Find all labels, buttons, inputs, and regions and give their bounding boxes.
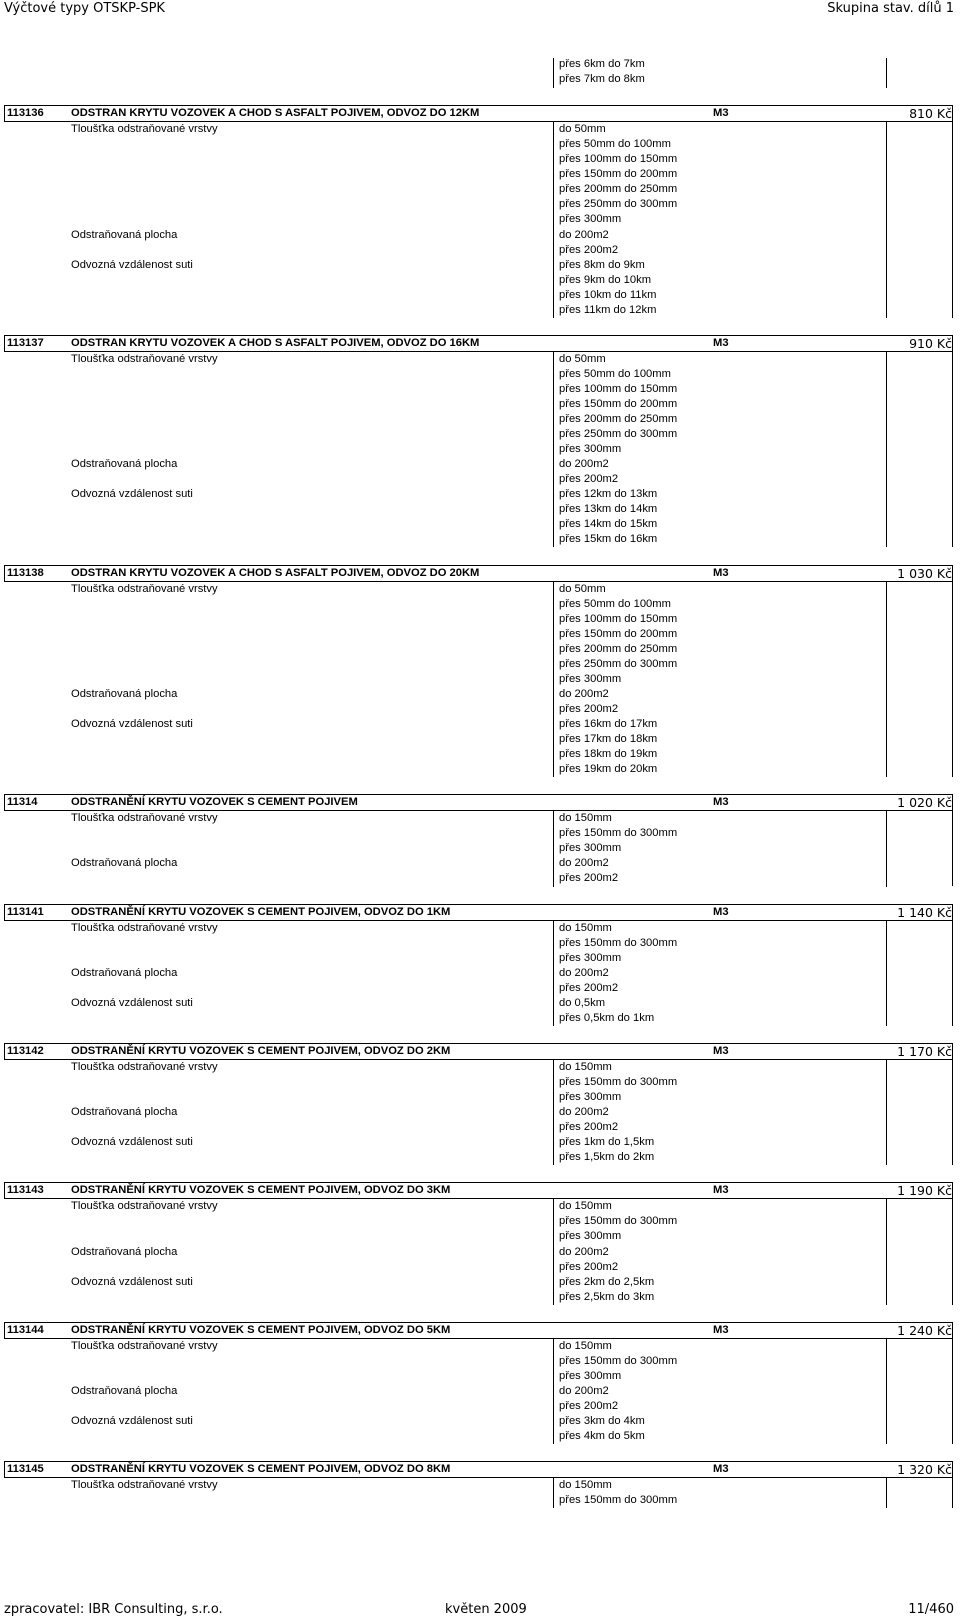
param-name: Odstraňovaná plocha	[71, 1384, 178, 1397]
option-value: přes 250mm do 300mm	[559, 428, 678, 441]
option-value: přes 13km do 14km	[559, 503, 658, 516]
param-name: Tloušťka odstraňované vrstvy	[71, 1060, 218, 1073]
option-value: přes 50mm do 100mm	[559, 138, 671, 151]
item-header-border-left	[4, 904, 5, 921]
item-code: 113144	[7, 1323, 44, 1336]
param-name: Odvozná vzdálenost suti	[71, 718, 193, 730]
item-unit: M3	[713, 796, 729, 809]
options-column-border	[886, 1199, 887, 1304]
item-title: ODSTRANĚNÍ KRYTU VOZOVEK S CEMENT POJIVEM, ODVOZ DO 1KM	[71, 905, 451, 918]
option-value: do 150mm	[559, 1200, 612, 1213]
footer-date: květen 2009	[445, 1602, 527, 1617]
option-value: přes 2,5km do 3km	[559, 1290, 655, 1303]
option-value: do 200m2	[559, 1245, 609, 1258]
option-value: přes 50mm do 100mm	[559, 597, 671, 610]
option-value: do 0,5km	[559, 996, 606, 1009]
options-column-border	[553, 811, 554, 886]
option-value: přes 150mm do 300mm	[559, 1215, 678, 1228]
options-column-border	[553, 1060, 554, 1165]
item-code: 113137	[7, 336, 44, 349]
footer-page-number: 11/460	[908, 1602, 954, 1617]
option-value: přes 200m2	[559, 1399, 619, 1412]
item-border-right	[952, 1182, 953, 1304]
param-name: Tloušťka odstraňované vrstvy	[71, 1200, 218, 1213]
option-value: do 150mm	[559, 1339, 612, 1352]
param-name: Odstraňovaná plocha	[71, 966, 178, 979]
option-value: přes 200mm do 250mm	[559, 183, 678, 196]
option-value: do 200m2	[559, 1106, 609, 1119]
option-value: přes 300mm	[559, 213, 622, 226]
options-column-border	[553, 58, 554, 88]
item-unit: M3	[713, 566, 729, 579]
option-value: přes 0,5km do 1km	[559, 1011, 655, 1024]
item-border-right	[952, 1322, 953, 1444]
option-value: přes 250mm do 300mm	[559, 657, 678, 670]
option-value: přes 300mm	[559, 443, 622, 456]
option-value: přes 16km do 17km	[559, 718, 658, 730]
options-column-border	[553, 1339, 554, 1444]
options-column-border	[553, 1199, 554, 1304]
option-value: přes 150mm do 200mm	[559, 168, 678, 181]
options-column-border	[886, 58, 887, 88]
item-header-border-left	[4, 105, 5, 122]
item-border-right	[952, 565, 953, 778]
option-value: přes 15km do 16km	[559, 533, 658, 546]
param-name: Tloušťka odstraňované vrstvy	[71, 921, 218, 934]
item-price: 1 240 Kč	[897, 1322, 952, 1338]
item-header-border-left	[4, 1461, 5, 1478]
item-title: ODSTRAN KRYTU VOZOVEK A CHOD S ASFALT POJIVEM, ODVOZ DO 20KM	[71, 566, 480, 579]
option-value: přes 200m2	[559, 702, 619, 715]
item-code: 113145	[7, 1463, 44, 1476]
option-value: přes 100mm do 150mm	[559, 153, 678, 166]
param-name: Odvozná vzdálenost suti	[71, 258, 193, 271]
param-name: Odvozná vzdálenost suti	[71, 488, 193, 501]
option-value: do 200m2	[559, 228, 609, 241]
param-name: Odstraňovaná plocha	[71, 1106, 178, 1119]
option-value: přes 8km do 9km	[559, 258, 645, 271]
param-name: Odstraňovaná plocha	[71, 857, 178, 870]
option-value: přes 11km do 12km	[559, 303, 657, 316]
options-column-border	[553, 122, 554, 318]
item-header-border-left	[4, 335, 5, 352]
options-column-border	[553, 582, 554, 778]
option-value: přes 200mm do 250mm	[559, 413, 678, 426]
item-title: ODSTRAN KRYTU VOZOVEK A CHOD S ASFALT POJIVEM, ODVOZ DO 12KM	[71, 107, 480, 120]
option-value: přes 150mm do 300mm	[559, 1354, 678, 1367]
footer-author: zpracovatel: IBR Consulting, s.r.o.	[4, 1602, 223, 1617]
item-unit: M3	[713, 1184, 729, 1197]
param-name: Odvozná vzdálenost suti	[71, 1415, 193, 1427]
item-unit: M3	[713, 336, 729, 349]
item-header-border-left	[4, 1043, 5, 1060]
param-name: Tloušťka odstraňované vrstvy	[71, 812, 218, 825]
option-value: přes 150mm do 300mm	[559, 1494, 678, 1507]
option-value: přes 1km do 1,5km	[559, 1136, 655, 1149]
option-value: přes 300mm	[559, 842, 622, 855]
option-value: přes 200m2	[559, 473, 619, 486]
option-value: přes 3km do 4km	[559, 1415, 645, 1427]
param-name: Odvozná vzdálenost suti	[71, 1136, 193, 1149]
item-title: ODSTRANĚNÍ KRYTU VOZOVEK S CEMENT POJIVEM, ODVOZ DO 2KM	[71, 1044, 451, 1057]
item-price: 910 Kč	[909, 335, 952, 351]
item-header-border-left	[4, 1322, 5, 1339]
item-price: 1 140 Kč	[897, 904, 952, 920]
param-name: Odvozná vzdálenost suti	[71, 1275, 193, 1288]
param-name: Tloušťka odstraňované vrstvy	[71, 352, 218, 365]
option-value: přes 200m2	[559, 981, 619, 994]
option-value: přes 300mm	[559, 1369, 622, 1382]
option-value: do 150mm	[559, 1479, 612, 1492]
options-column-border	[553, 352, 554, 548]
item-price: 1 190 Kč	[897, 1183, 952, 1199]
option-value: přes 200m2	[559, 1260, 619, 1273]
param-name: Tloušťka odstraňované vrstvy	[71, 123, 218, 136]
item-price: 810 Kč	[909, 106, 952, 122]
item-code: 113143	[7, 1184, 44, 1197]
option-value: do 200m2	[559, 966, 609, 979]
option-value: přes 300mm	[559, 672, 622, 685]
option-value: přes 50mm do 100mm	[559, 367, 671, 380]
page-footer	[0, 1600, 960, 1620]
option-value: přes 150mm do 300mm	[559, 936, 678, 949]
options-column-border	[886, 122, 887, 318]
option-value: přes 150mm do 300mm	[559, 1076, 678, 1088]
option-value: přes 17km do 18km	[559, 733, 658, 746]
option-value: přes 150mm do 200mm	[559, 398, 678, 410]
option-value: přes 6km do 7km	[559, 58, 645, 70]
param-name: Odstraňovaná plocha	[71, 458, 178, 471]
item-header-border-left	[4, 794, 5, 811]
item-border-right	[952, 904, 953, 1026]
item-border-right	[952, 1043, 953, 1165]
option-value: přes 10km do 11km	[559, 288, 657, 301]
option-value: přes 19km do 20km	[559, 763, 658, 776]
item-unit: M3	[713, 1463, 729, 1476]
header-title: Výčtové typy OTSKP-SPK	[4, 1, 165, 16]
option-value: přes 2km do 2,5km	[559, 1275, 655, 1288]
param-name: Tloušťka odstraňované vrstvy	[71, 1479, 218, 1492]
option-value: přes 200m2	[559, 1121, 619, 1134]
param-name: Odstraňovaná plocha	[71, 228, 178, 241]
option-value: přes 12km do 13km	[559, 488, 658, 501]
item-border-right	[952, 335, 953, 548]
param-name: Tloušťka odstraňované vrstvy	[71, 1339, 218, 1352]
item-code: 11314	[7, 796, 38, 809]
option-value: přes 1,5km do 2km	[559, 1151, 655, 1164]
option-value: přes 250mm do 300mm	[559, 198, 678, 211]
option-value: do 150mm	[559, 812, 612, 825]
item-unit: M3	[713, 107, 729, 120]
options-column-border	[553, 1478, 554, 1508]
option-value: přes 9km do 10km	[559, 273, 652, 286]
option-value: přes 7km do 8km	[559, 73, 645, 86]
option-value: přes 300mm	[559, 951, 622, 964]
item-title: ODSTRANĚNÍ KRYTU VOZOVEK S CEMENT POJIVEM, ODVOZ DO 5KM	[71, 1323, 451, 1336]
header-section: Skupina stav. dílů 1	[827, 1, 954, 16]
options-column-border	[886, 1478, 887, 1508]
options-column-border	[886, 921, 887, 1026]
option-value: do 150mm	[559, 921, 612, 934]
item-border-right	[952, 1461, 953, 1508]
option-value: přes 18km do 19km	[559, 748, 658, 761]
option-value: do 200m2	[559, 458, 609, 471]
item-header-border-left	[4, 565, 5, 582]
item-price: 1 320 Kč	[897, 1462, 952, 1478]
item-unit: M3	[713, 1044, 729, 1057]
item-code: 113141	[7, 905, 44, 918]
param-name: Tloušťka odstraňované vrstvy	[71, 582, 218, 595]
item-unit: M3	[713, 905, 729, 918]
option-value: do 200m2	[559, 687, 609, 700]
param-name: Odstraňovaná plocha	[71, 687, 178, 700]
option-value: přes 14km do 15km	[559, 518, 658, 531]
option-value: přes 300mm	[559, 1230, 622, 1243]
option-value: přes 100mm do 150mm	[559, 382, 678, 395]
item-border-right	[952, 794, 953, 886]
option-value: do 200m2	[559, 1384, 609, 1397]
item-title: ODSTRANĚNÍ KRYTU VOZOVEK S CEMENT POJIVEM, ODVOZ DO 8KM	[71, 1463, 451, 1476]
item-title: ODSTRANĚNÍ KRYTU VOZOVEK S CEMENT POJIVEM	[71, 796, 358, 809]
options-column-border	[886, 1060, 887, 1165]
item-header-border-left	[4, 1182, 5, 1199]
option-value: přes 100mm do 150mm	[559, 612, 678, 625]
option-value: přes 200m2	[559, 872, 619, 885]
item-code: 113142	[7, 1044, 44, 1057]
item-code: 113136	[7, 107, 44, 120]
options-column-border	[886, 811, 887, 886]
option-value: přes 200mm do 250mm	[559, 642, 678, 655]
param-name: Odvozná vzdálenost suti	[71, 996, 193, 1009]
option-value: přes 300mm	[559, 1091, 622, 1104]
option-value: do 200m2	[559, 857, 609, 870]
option-value: přes 150mm do 300mm	[559, 827, 678, 840]
item-code: 113138	[7, 566, 44, 579]
option-value: přes 150mm do 200mm	[559, 627, 678, 640]
option-value: do 50mm	[559, 582, 606, 595]
option-value: do 150mm	[559, 1060, 612, 1073]
item-title: ODSTRANĚNÍ KRYTU VOZOVEK S CEMENT POJIVEM, ODVOZ DO 3KM	[71, 1184, 451, 1197]
item-title: ODSTRAN KRYTU VOZOVEK A CHOD S ASFALT POJIVEM, ODVOZ DO 16KM	[71, 336, 480, 349]
options-column-border	[886, 582, 887, 778]
param-name: Odstraňovaná plocha	[71, 1245, 178, 1258]
item-unit: M3	[713, 1323, 729, 1336]
item-price: 1 170 Kč	[897, 1043, 952, 1059]
option-value: do 50mm	[559, 352, 606, 365]
options-column-border	[886, 352, 887, 548]
item-price: 1 030 Kč	[897, 565, 952, 581]
options-column-border	[886, 1339, 887, 1444]
options-column-border	[553, 921, 554, 1026]
option-value: přes 200m2	[559, 243, 619, 256]
option-value: do 50mm	[559, 123, 606, 136]
option-value: přes 4km do 5km	[559, 1430, 645, 1443]
item-border-right	[952, 105, 953, 318]
item-price: 1 020 Kč	[897, 795, 952, 811]
